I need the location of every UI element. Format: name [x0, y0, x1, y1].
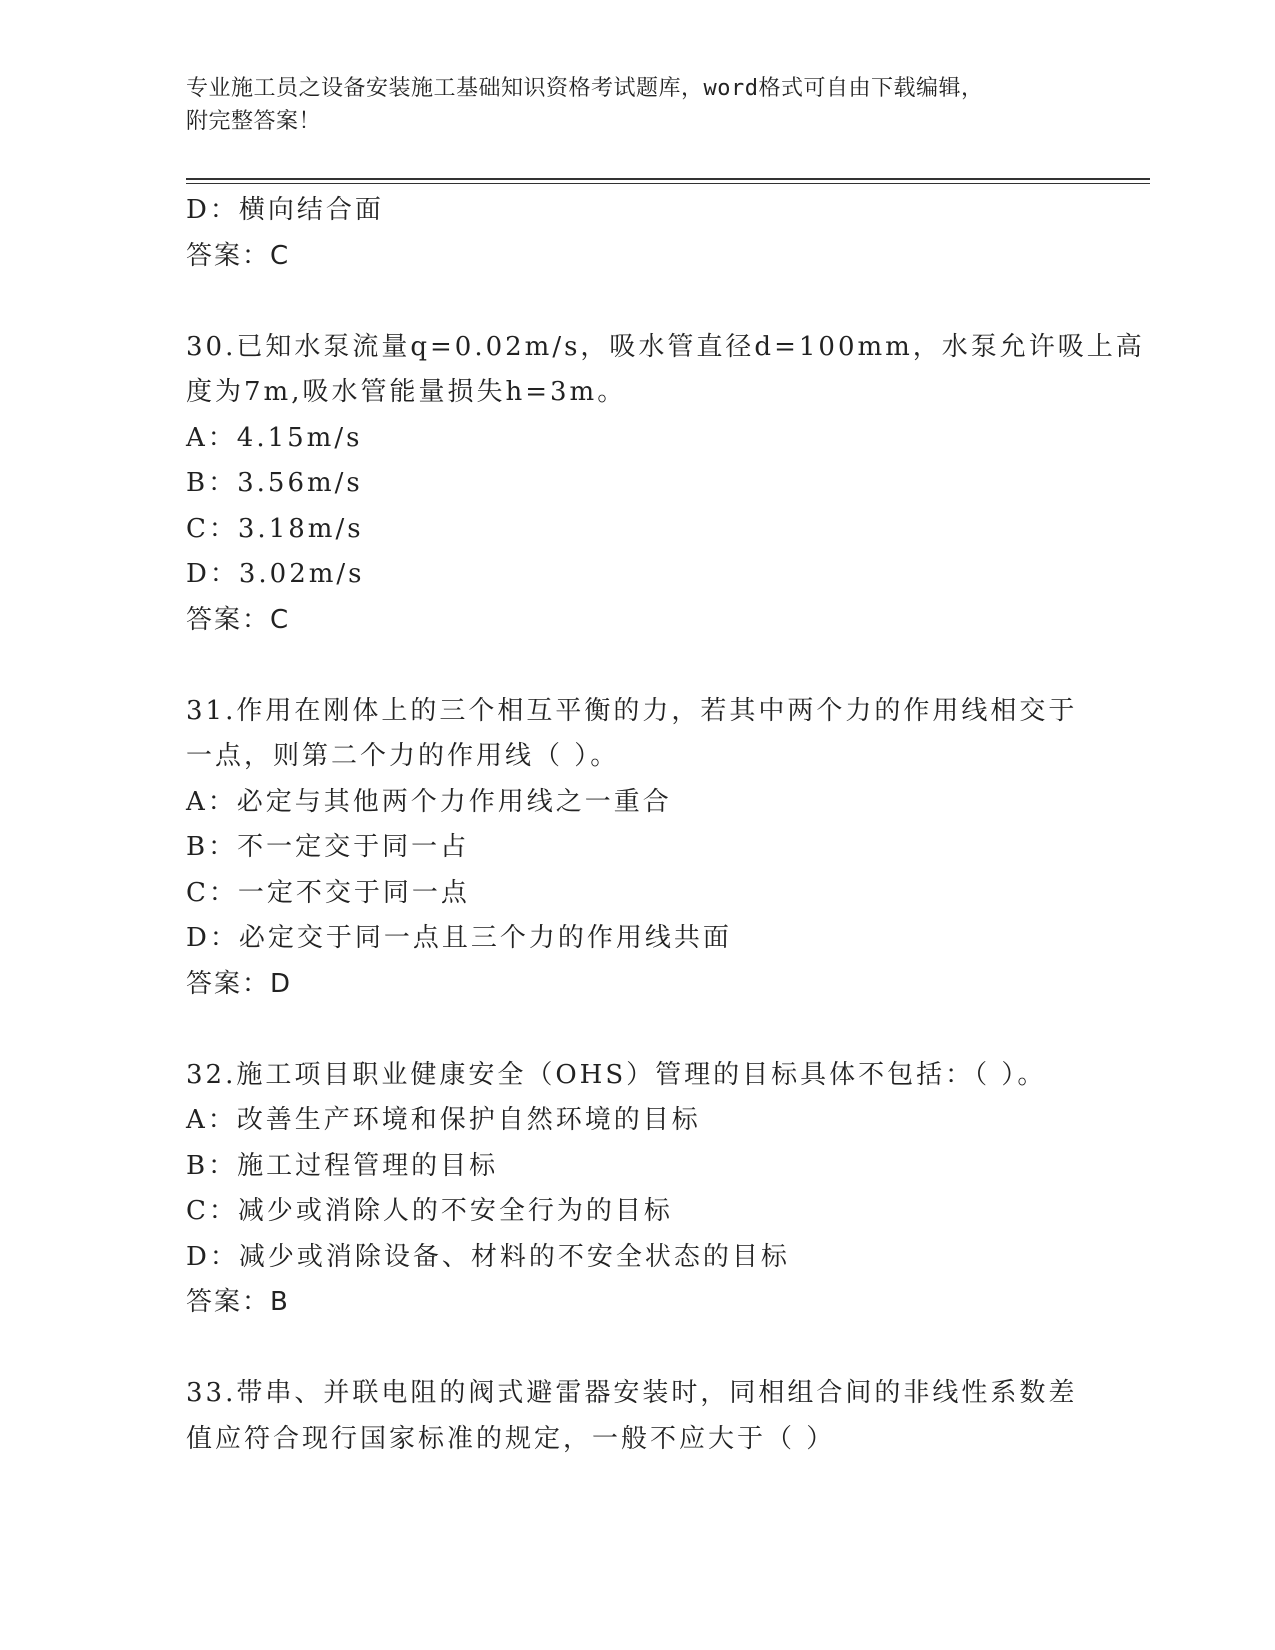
header-line-1: 专业施工员之设备安装施工基础知识资格考试题库，word格式可自由下载编辑， — [186, 76, 984, 101]
question-text-line-1: 33.带串、并联电阻的阀式避雷器安装时，同相组合间的非线性系数差 — [186, 1378, 1078, 1408]
option-d: D：减少或消除设备、材料的不安全状态的目标 — [186, 1241, 790, 1272]
spacer — [186, 643, 1086, 689]
option-b: B：不一定交于同一占 — [186, 832, 470, 862]
header-line-2: 附完整答案！ — [186, 109, 322, 134]
option-a: A：4.15m/s — [186, 422, 363, 453]
spacer — [186, 279, 1086, 325]
question-block-30 — [186, 325, 1145, 644]
page-header — [186, 72, 1066, 138]
question-text-line-2: 一点，则第二个力的作用线（ ）。 — [186, 741, 620, 771]
question-text-line-1: 32.施工项目职业健康安全（OHS）管理的目标具体不包括：（ ）。 — [186, 1059, 1047, 1090]
option-c: C：减少或消除人的不安全行为的目标 — [186, 1196, 673, 1226]
option-d: D：横向结合面 — [186, 195, 384, 225]
question-block-33 — [186, 1371, 1086, 1462]
question-text-line-1: 30.已知水泵流量q=0.02m/s，吸水管直径d=100mm，水泵允许吸上高 — [186, 331, 1145, 362]
question-text-line-1: 31.作用在刚体上的三个相互平衡的力，若其中两个力的作用线相交于 — [186, 695, 1078, 726]
option-b: B：3.56m/s — [186, 468, 363, 498]
option-c: C：一定不交于同一点 — [186, 877, 470, 908]
option-a: A：必定与其他两个力作用线之一重合 — [186, 786, 672, 817]
answer-line: 答案：C — [186, 240, 291, 271]
question-text-line-2: 值应符合现行国家标准的规定，一般不应大于（ ） — [186, 1423, 836, 1454]
answer-line: 答案：C — [186, 604, 291, 635]
answer-line: 答案：D — [186, 968, 293, 999]
spacer — [186, 1326, 1086, 1372]
header-divider-thin — [186, 183, 1150, 184]
option-d: D：必定交于同一点且三个力的作用线共面 — [186, 923, 732, 953]
option-b: B：施工过程管理的目标 — [186, 1150, 499, 1181]
question-block-31 — [186, 689, 1086, 1008]
question-block-32 — [186, 1053, 1086, 1326]
spacer — [186, 1007, 1086, 1053]
header-divider-thick — [186, 178, 1150, 180]
question-text-line-2: 度为7m,吸水管能量损失h=3m。 — [186, 377, 627, 407]
option-d: D：3.02m/s — [186, 559, 365, 589]
option-a: A：改善生产环境和保护自然环境的目标 — [186, 1105, 701, 1135]
question-content — [186, 188, 1145, 1462]
answer-line: 答案：B — [186, 1287, 290, 1317]
question-block-29 — [186, 188, 1086, 279]
option-c: C：3.18m/s — [186, 513, 364, 544]
